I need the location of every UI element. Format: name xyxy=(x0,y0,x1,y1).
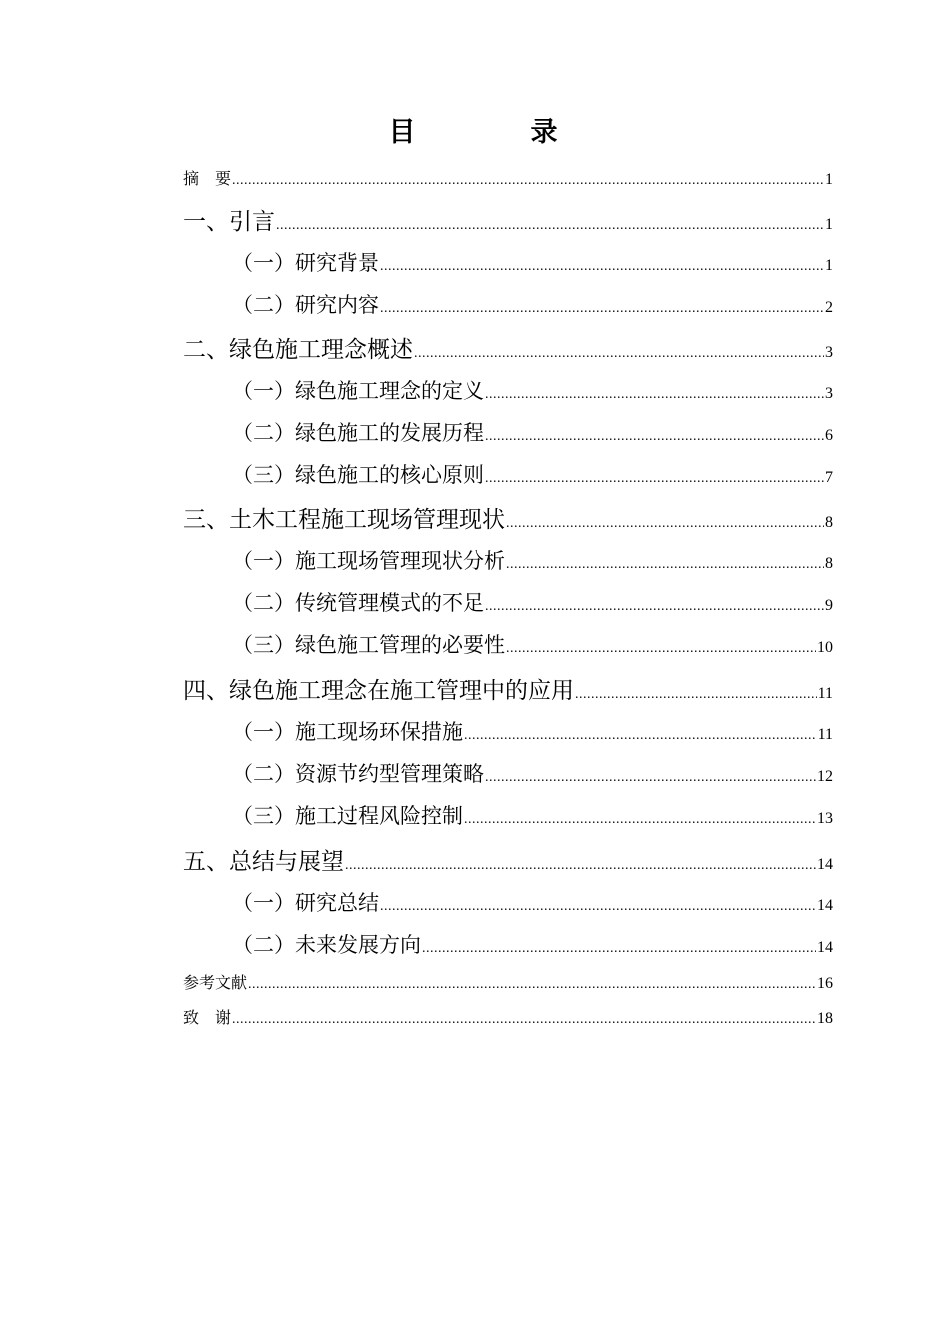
toc-entry-section-5-1[interactable] xyxy=(232,887,833,917)
dot-leader xyxy=(380,259,824,275)
toc-entry-label: 摘 要 xyxy=(183,169,232,188)
dot-leader xyxy=(485,387,824,403)
toc-entry-label: 致 谢 xyxy=(183,1008,232,1027)
toc-page-number: 14 xyxy=(817,939,833,956)
toc-title: 目 录 xyxy=(388,117,602,148)
toc-entry-section-3-3[interactable] xyxy=(232,629,833,659)
dot-leader xyxy=(485,770,816,786)
toc-entry-chapter-1[interactable] xyxy=(183,203,833,236)
toc-entry-label: 一、引言 xyxy=(183,209,275,235)
toc-page-number: 11 xyxy=(817,685,833,702)
dot-leader xyxy=(232,173,824,189)
toc-page-number: 8 xyxy=(825,555,833,572)
toc-page-number: 14 xyxy=(817,856,833,873)
toc-entry-label: （一）绿色施工理念的定义 xyxy=(232,379,484,403)
dot-leader xyxy=(464,728,817,744)
toc-entry-label: （一）施工现场环保措施 xyxy=(232,720,463,744)
toc-entry-label: 五、总结与展望 xyxy=(183,849,344,875)
toc-entry-label: （三）绿色施工的核心原则 xyxy=(232,463,484,487)
toc-page-number: 1 xyxy=(825,216,833,233)
toc-page-number: 7 xyxy=(825,469,833,486)
toc-entry-section-2-1[interactable] xyxy=(232,375,833,405)
toc-page-number: 11 xyxy=(817,726,833,743)
toc-entry-label: （一）研究总结 xyxy=(232,891,379,915)
toc-entry-label: （三）施工过程风险控制 xyxy=(232,804,463,828)
toc-page-number: 18 xyxy=(817,1010,833,1027)
toc-entry-label: 参考文献 xyxy=(183,973,248,992)
dot-leader xyxy=(506,641,816,657)
dot-leader xyxy=(380,899,816,915)
toc-entry-label: 三、土木工程施工现场管理现状 xyxy=(183,507,505,533)
toc-page-number: 1 xyxy=(825,257,833,274)
toc-entry-chapter-3[interactable] xyxy=(183,501,833,534)
toc-page-number: 13 xyxy=(817,810,833,827)
dot-leader xyxy=(276,218,824,234)
toc-entry-section-2-3[interactable] xyxy=(232,459,833,489)
toc-entry-label: （一）施工现场管理现状分析 xyxy=(232,549,505,573)
toc-entry-section-4-2[interactable] xyxy=(232,758,833,788)
toc-entry-section-1-2[interactable] xyxy=(232,289,833,319)
toc-entry-label: （一）研究背景 xyxy=(232,251,379,275)
toc-entry-label: （二）资源节约型管理策略 xyxy=(232,762,484,786)
toc-entry-section-3-1[interactable] xyxy=(232,545,833,575)
toc-entry-section-3-2[interactable] xyxy=(232,587,833,617)
toc-entry-section-4-1[interactable] xyxy=(232,716,833,746)
dot-leader xyxy=(506,516,824,532)
dot-leader xyxy=(248,977,816,993)
dot-leader xyxy=(575,687,817,703)
dot-leader xyxy=(414,346,824,362)
toc-page-number: 16 xyxy=(817,975,833,992)
toc-entry-section-4-3[interactable] xyxy=(232,800,833,830)
toc-page-number: 3 xyxy=(825,385,833,402)
dot-leader xyxy=(485,429,824,445)
toc-page-number: 14 xyxy=(817,897,833,914)
dot-leader xyxy=(485,471,824,487)
dot-leader xyxy=(345,858,816,874)
toc-page-number: 9 xyxy=(825,597,833,614)
toc-page-number: 12 xyxy=(817,768,833,785)
dot-leader xyxy=(380,301,824,317)
toc-entry-label: （二）传统管理模式的不足 xyxy=(232,591,484,615)
toc-entry-label: 四、绿色施工理念在施工管理中的应用 xyxy=(183,678,574,704)
toc-entry-chapter-2[interactable] xyxy=(183,331,833,364)
toc-entry-section-2-2[interactable] xyxy=(232,417,833,447)
toc-entry-section-5-2[interactable] xyxy=(232,929,833,959)
toc-entry-label: （二）未来发展方向 xyxy=(232,933,421,957)
toc-page-number: 6 xyxy=(825,427,833,444)
dot-leader xyxy=(464,812,816,828)
dot-leader xyxy=(485,599,824,615)
toc-page-number: 2 xyxy=(825,299,833,316)
toc-entry-label: （三）绿色施工管理的必要性 xyxy=(232,633,505,657)
toc-page-number: 3 xyxy=(825,344,833,361)
toc-entry-section-1-1[interactable] xyxy=(232,247,833,277)
toc-entry-label: 二、绿色施工理念概述 xyxy=(183,337,413,363)
toc-page-number: 1 xyxy=(825,171,833,188)
toc-page-number: 10 xyxy=(817,639,833,656)
toc-entry-acknowledgements[interactable] xyxy=(183,1005,833,1028)
toc-entry-abstract[interactable] xyxy=(183,166,833,189)
toc-entry-label: （二）研究内容 xyxy=(232,293,379,317)
toc-entry-chapter-5[interactable] xyxy=(183,843,833,876)
dot-leader xyxy=(422,941,816,957)
toc-entry-chapter-4[interactable] xyxy=(183,672,833,705)
toc-page-number: 8 xyxy=(825,514,833,531)
dot-leader xyxy=(506,557,824,573)
toc-entry-label: （二）绿色施工的发展历程 xyxy=(232,421,484,445)
toc-entry-references[interactable] xyxy=(183,970,833,993)
dot-leader xyxy=(232,1012,816,1028)
